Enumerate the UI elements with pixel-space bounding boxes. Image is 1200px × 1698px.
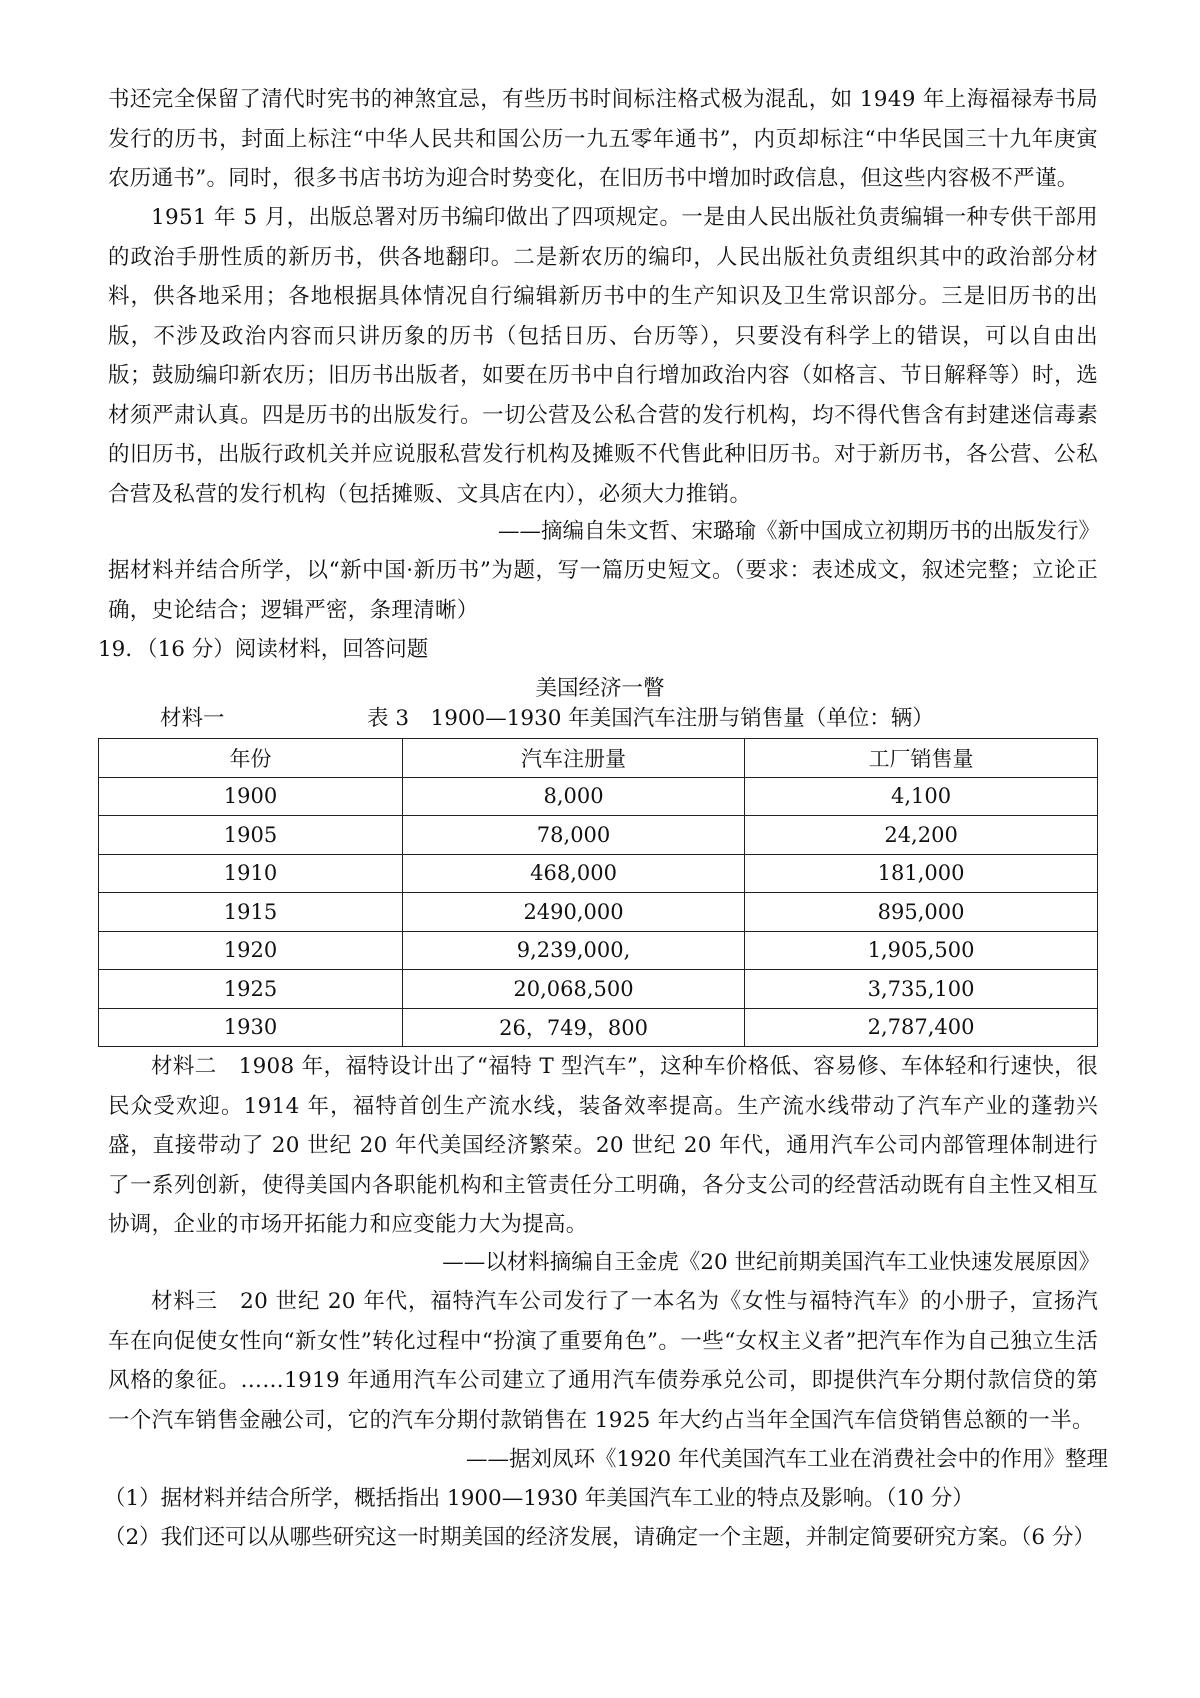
header-factory-sales: 工厂销售量	[745, 739, 1098, 778]
material-2: 材料二 1908 年，福特设计出了“福特 T 型汽车”，这种车价格低、容易修、车体轻和行速快，很民众受欢迎。1914 年，福特首创生产流水线，装备效率提高。生产流水线带动了汽车产业的蓬勃兴盛，直接带动了 20 世纪 20 年代美国经济繁荣。20 世纪 20 年代，通用汽车公司内部管理体制进行了一系列创新，使得美国内各职能机构和主管责任分工明确，各分支公司的经营活动既有自主性又相互协调，企业的市场开拓能力和应变能力大为提高。	[108, 1054, 1098, 1237]
cell-year: 1910	[99, 854, 403, 893]
paragraph-1951-regulations: 1951 年 5 月，出版总署对历书编印做出了四项规定。一是由人民出版社负责编辑一种专供干部用的政治手册性质的新历书，供各地翻印。二是新农历的编印，人民出版社负责组织其中的政治部分材料，供各地采用；各地根据具体情况自行编辑新历书中的生产知识及卫生常识部分。三是旧历书的出版，不涉及政治内容而只讲历象的历书（包括日历、台历等），只要没有科学上的错误，可以自由出版；鼓励编印新农历；旧历书出版者，如要在历书中自行增加政治内容（如格言、节日解释等）时，选材须严肃认真。四是历书的出版发行。一切公营及公私合营的发行机构，均不得代售含有封建迷信毒素的旧历书，出版行政机关并应说服私营发行机构及摊贩不代售此种旧历书。对于新历书，各公营、公私合营及私营的发行机构（包括摊贩、文具店在内），必须大力推销。	[108, 205, 1098, 507]
cell-factory-sales: 3,735,100	[745, 970, 1098, 1009]
table-row	[99, 893, 1098, 932]
car-registration-sales-table	[98, 738, 1098, 1047]
question-19-heading: 19．（16 分）阅读材料，回答问题	[98, 637, 429, 662]
cell-registrations: 9,239,000,	[402, 931, 744, 970]
paragraph-almanac-history: 书还完全保留了清代时宪书的神煞宜忌，有些历书时间标注格式极为混乱，如 1949 年上海福禄寿书局发行的历书，封面上标注“中华人民共和国公历一九五零年通书”，内页却标注“中华民国三十九年庚寅农历通书”。同时，很多书店书坊为迎合时势变化，在旧历书中增加时政信息，但这些内容极不严谨。	[108, 87, 1098, 191]
table-row	[99, 970, 1098, 1009]
table-row	[99, 854, 1098, 893]
cell-year: 1905	[99, 816, 403, 855]
cell-year: 1925	[99, 970, 403, 1009]
source-citation-2: ——以材料摘编自王金虎《20 世纪前期美国汽车工业快速发展原因》	[442, 1250, 1100, 1275]
header-year: 年份	[99, 739, 403, 778]
cell-year: 1930	[99, 1008, 403, 1047]
cell-registrations: 26，749，800	[402, 1008, 744, 1047]
cell-registrations: 78,000	[402, 816, 744, 855]
table-caption: 表 3 1900—1930 年美国汽车注册与销售量（单位：辆）	[367, 706, 934, 731]
cell-registrations: 8,000	[402, 777, 744, 816]
source-citation-1: ——摘编自朱文哲、宋璐瑜《新中国成立初期历书的出版发行》	[497, 519, 1100, 544]
cell-factory-sales: 24,200	[745, 816, 1098, 855]
table-row	[99, 1008, 1098, 1047]
task-18-instructions: 据材料并结合所学，以“新中国·新历书”为题，写一篇历史短文。（要求：表述成文，叙述完整；立论正确，史论结合；逻辑严密，条理清晰）	[108, 558, 1098, 623]
cell-factory-sales: 895,000	[745, 893, 1098, 932]
cell-registrations: 468,000	[402, 854, 744, 893]
cell-year: 1900	[99, 777, 403, 816]
material-1-label: 材料一	[160, 706, 225, 731]
cell-registrations: 2490,000	[402, 893, 744, 932]
table-header-row	[99, 739, 1098, 778]
material-3: 材料三 20 世纪 20 年代，福特汽车公司发行了一本名为《女性与福特汽车》的小册子，宣扬汽车在向促使女性向“新女性”转化过程中“扮演了重要角色”。一些“女权主义者”把汽车作为自己独立生活风格的象征。……1919 年通用汽车公司建立了通用汽车债券承兑公司，即提供汽车分期付款信贷的第一个汽车销售金融公司，它的汽车分期付款销售在 1925 年大约占当年全国汽车信贷销售总额的一半。	[108, 1289, 1098, 1433]
section-title: 美国经济一瞥	[535, 676, 665, 701]
table-row	[99, 931, 1098, 970]
cell-registrations: 20,068,500	[402, 970, 744, 1009]
source-citation-3: ——据刘凤环《1920 年代美国汽车工业在消费社会中的作用》整理	[465, 1447, 1108, 1472]
sub-question-1: （1）据材料并结合所学，概括指出 1900—1930 年美国汽车工业的特点及影响。（10 分）	[104, 1486, 974, 1511]
cell-year: 1920	[99, 931, 403, 970]
cell-factory-sales: 1,905,500	[745, 931, 1098, 970]
table-row	[99, 777, 1098, 816]
cell-factory-sales: 4,100	[745, 777, 1098, 816]
table-row	[99, 816, 1098, 855]
cell-year: 1915	[99, 893, 403, 932]
sub-question-2: （2）我们还可以从哪些研究这一时期美国的经济发展，请确定一个主题，并制定简要研究方案。（6 分）	[104, 1525, 1095, 1550]
cell-factory-sales: 2,787,400	[745, 1008, 1098, 1047]
header-registrations: 汽车注册量	[402, 739, 744, 778]
cell-factory-sales: 181,000	[745, 854, 1098, 893]
